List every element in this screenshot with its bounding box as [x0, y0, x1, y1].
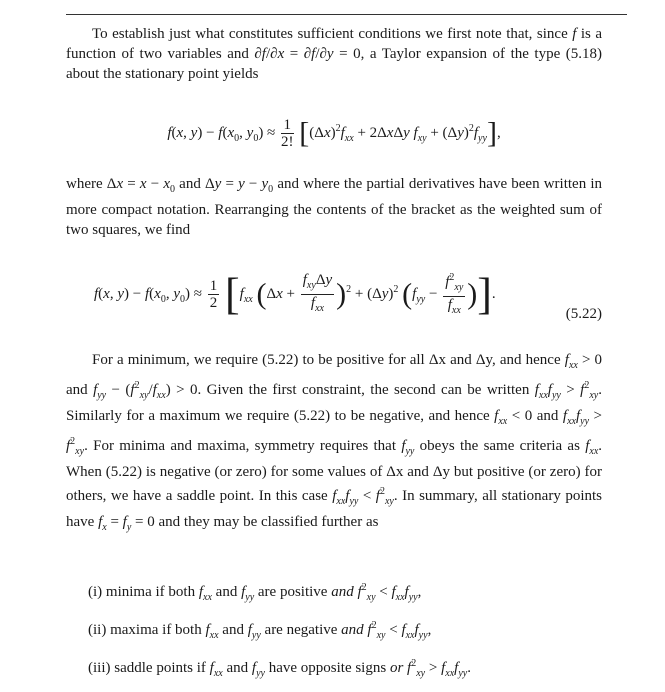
equation-5-22: f(x, $y) - f(x_0$, $y_0$) ≈ $\frac{1}{2}$ [$f_{xx}$ (Δx + $\frac{f_{xy}\Delta y}{f_{xx}}$ )$^2 + (\Delta y)^2$ ($f_{yy}$ − $\frac{f^2_{xy}}{f_{xx}}$ )]. (5.22) — [94, 269, 602, 322]
cond-text-8: and they may be classified further as — [158, 514, 379, 530]
top-rule — [66, 14, 627, 15]
cond-text-3: . Similarly for a maximum we require (5.22) to be negative, and hence — [66, 382, 602, 424]
taylor-equation: f(x, $y) - f(x_0$, $y_0$) ≈ $\frac{1}{2!}$ [$(\Delta x)^2f_{xx} + 2\Delta x\Delta y$ $f_{xy} + (\Delta y)^2f_{yy}$], — [167, 116, 501, 151]
cond-text-2: . Given the first constraint, the second can be written — [197, 382, 530, 398]
cond-text-6: . When (5.22) is negative (or zero) for some values of Δx and Δy but positive (or zero) for others, we have a saddle point. In this case — [66, 438, 603, 504]
paragraph-intro: To establish just what constitutes sufficient conditions we first note that, since f is a function of two variables and ∂f/∂x = ∂f/∂y = 0, a Taylor expansion of the type (5.18) about the stationary point yields — [66, 26, 603, 82]
intro-text-1: To establish just what constitutes sufficient conditions we first note that, since — [92, 26, 568, 42]
cond-text-4: . For minima and maxima, symmetry requires that — [84, 438, 397, 454]
classification-list — [88, 578, 602, 684]
where-text-3: and where the partial derivatives have been written in more compact notation. Rearranging the contents of the bracket as the weighted sum of two squares, we find — [66, 176, 603, 238]
list-item: (i) minima if both $f_{xx}$ and $f_{yy}$ are positive and $f^2_{xy} < f_{xx}f_{yy}$, — [88, 582, 422, 603]
page-body — [66, 24, 602, 692]
list-item: (iii) saddle points if $f_{xx}$ and $f_{yy}$ have opposite signs or $f^2_{xy} > f_{xx}f_{yy}$. — [88, 658, 471, 679]
equation-number: (5.22) — [565, 306, 602, 322]
paragraph-conditions: For a minimum, we require (5.22) to be positive for all Δx and Δy, and hence $f_{xx} > 0$ and $f_{yy} - (f^2_{xy}/f_{xx}) > 0$. Given the first constraint, the second can be written $f_{xx}f_{yy} > f^2_{xy}$. Similarly for a maximum we require (5.22) to be negative, and hence $f_{xx} < 0$ and $f_{xx}f_{yy} > f^2_{xy}$. For minima and maxima, symmetry requires that $f_{yy}$ obeys the same criteria as $f_{xx}$. When (5.22) is negative (or zero) for some values of Δx and Δy but positive (or zero) for others, we have a saddle point. In this case $f_{xx}f_{yy} < f^2_{xy}$. In summary, all stationary points have $f_x = f_y = 0$ and they may be classified further as — [66, 352, 603, 533]
intro-text-3: , a Taylor expansion of the type (5.18) about the stationary point yields — [66, 46, 602, 82]
intro-text-2: is a function of two variables and — [66, 26, 603, 62]
paragraph-where: where $\Delta x = x - x_0$ and $\Delta y = y - y_0$ and where the partial derivatives have been written in more compact notation. Rearranging the contents of the bracket as the weighted sum of two squares, we find — [66, 176, 603, 238]
cond-text-7: . In summary, all stationary points have — [66, 488, 602, 530]
cond-text-5: obeys the same criteria as — [419, 438, 580, 454]
where-text-2: and — [179, 176, 201, 192]
where-text-1: where — [66, 176, 103, 192]
cond-text-1: For a minimum, we require (5.22) to be positive for all Δx and Δy, and hence — [92, 352, 561, 368]
list-item: (ii) maxima if both $f_{xx}$ and $f_{yy}$ are negative and $f^2_{xy} < f_{xx}f_{yy}$, — [88, 620, 432, 641]
